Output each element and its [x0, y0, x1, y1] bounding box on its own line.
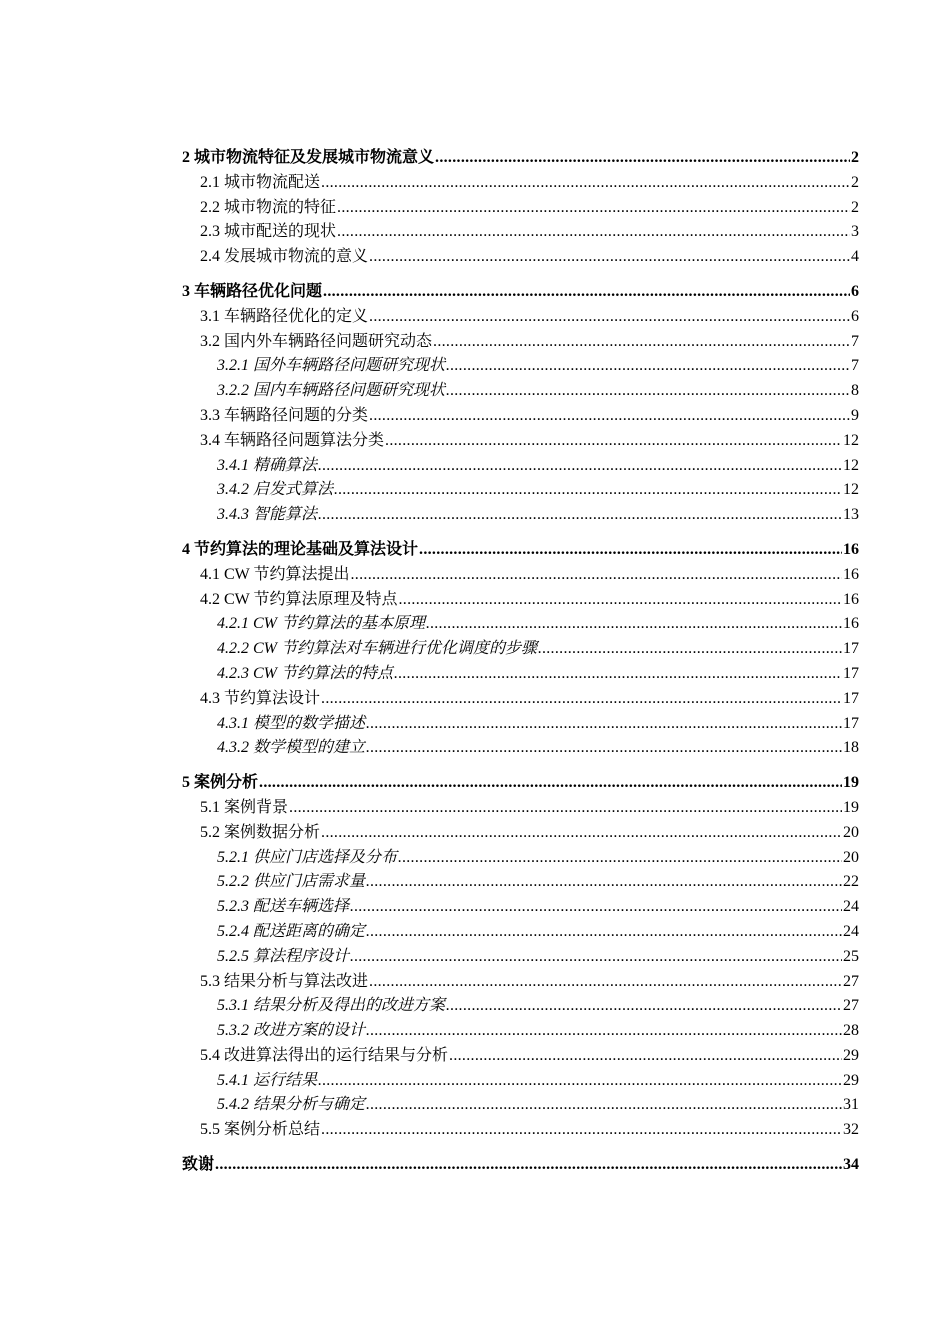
toc-dot-leader	[369, 245, 850, 270]
toc-entry-level-3[interactable]	[182, 736, 859, 761]
toc-entry-title: 5.5 案例分析总结	[200, 1121, 321, 1139]
toc-entry-level-2[interactable]	[182, 404, 859, 429]
toc-dot-leader	[318, 454, 842, 479]
toc-page-number: 2	[851, 198, 859, 216]
toc-entry-level-2[interactable]	[182, 821, 859, 846]
toc-dot-leader	[385, 429, 842, 454]
toc-dot-leader	[435, 146, 850, 171]
toc-dot-leader	[398, 846, 842, 871]
toc-entry-level-1[interactable]	[182, 146, 859, 171]
toc-entry-level-2[interactable]	[182, 588, 859, 613]
toc-dot-leader	[350, 945, 842, 970]
toc-page-number: 31	[843, 1096, 859, 1114]
toc-entry-title: 4.2.1 CW 节约算法的基本原理	[217, 615, 426, 633]
toc-entry-level-3[interactable]	[182, 662, 859, 687]
toc-dot-leader	[350, 895, 842, 920]
toc-entry-level-3[interactable]	[182, 920, 859, 945]
toc-entry-title: 5.4.2 结果分析与确定	[217, 1096, 366, 1114]
toc-dot-leader	[334, 478, 842, 503]
toc-dot-leader	[369, 305, 850, 330]
toc-page-number: 18	[843, 739, 859, 757]
toc-page-number: 7	[851, 357, 859, 375]
toc-entry-level-3[interactable]	[182, 846, 859, 871]
toc-page-number: 20	[843, 823, 859, 841]
toc-page-number: 9	[851, 406, 859, 424]
toc-entry-title: 4 节约算法的理论基础及算法设计	[182, 540, 419, 558]
toc-page-number: 16	[843, 540, 859, 558]
toc-entry-title: 3.4.1 精确算法	[217, 456, 318, 474]
toc-entry-level-3[interactable]	[182, 354, 859, 379]
toc-entry-title: 5.1 案例背景	[200, 798, 289, 816]
toc-entry-level-2[interactable]	[182, 429, 859, 454]
toc-dot-leader	[318, 503, 842, 528]
toc-entry-level-3[interactable]	[182, 870, 859, 895]
toc-page-number: 13	[843, 506, 859, 524]
toc-entry-level-2[interactable]	[182, 330, 859, 355]
toc-dot-leader	[321, 171, 850, 196]
toc-entry-level-2[interactable]	[182, 196, 859, 221]
toc-entry-title: 3.3 车辆路径问题的分类	[200, 406, 369, 424]
toc-entry-level-3[interactable]	[182, 379, 859, 404]
toc-page-number: 12	[843, 481, 859, 499]
toc-entry-title: 4.3.2 数学模型的建立	[217, 739, 366, 757]
toc-page-number: 8	[851, 382, 859, 400]
toc-page-number: 24	[843, 922, 859, 940]
toc-entry-title: 5.3.2 改进方案的设计	[217, 1022, 366, 1040]
toc-dot-leader	[366, 712, 842, 737]
toc-page-number: 7	[851, 332, 859, 350]
toc-entry-title: 5.2.2 供应门店需求量	[217, 873, 366, 891]
toc-entry-title: 4.3.1 模型的数学描述	[217, 714, 366, 732]
toc-page-number: 32	[843, 1121, 859, 1139]
toc-page-number: 6	[851, 307, 859, 325]
toc-dot-leader	[369, 970, 842, 995]
toc-dot-leader	[366, 736, 842, 761]
toc-page-number: 6	[851, 282, 859, 300]
toc-page-number: 29	[843, 1046, 859, 1064]
toc-page-number: 19	[843, 774, 859, 792]
toc-dot-leader	[366, 870, 842, 895]
toc-entry-title: 3.2.1 国外车辆路径问题研究现状	[217, 357, 446, 375]
toc-entry-title: 5.3 结果分析与算法改进	[200, 972, 369, 990]
toc-entry-title: 5.2.1 供应门店选择及分布	[217, 848, 398, 866]
toc-page-number: 34	[843, 1156, 859, 1174]
toc-dot-leader	[449, 1044, 842, 1069]
toc-entry-title: 3.4 车辆路径问题算法分类	[200, 431, 385, 449]
toc-page-number: 25	[843, 947, 859, 965]
toc-entry-level-2[interactable]	[182, 245, 859, 270]
toc-entry-level-3[interactable]	[182, 637, 859, 662]
toc-dot-leader	[318, 1069, 842, 1094]
toc-entry-title: 3 车辆路径优化问题	[182, 282, 323, 300]
toc-dot-leader	[433, 330, 850, 355]
toc-entry-title: 5.2.5 算法程序设计	[217, 947, 350, 965]
toc-entry-level-2[interactable]	[182, 305, 859, 330]
toc-entry-title: 2.1 城市物流配送	[200, 173, 321, 191]
toc-entry-title: 4.3 节约算法设计	[200, 689, 321, 707]
toc-entry-title: 5 案例分析	[182, 774, 259, 792]
toc-dot-leader	[446, 354, 850, 379]
toc-dot-leader	[538, 637, 842, 662]
toc-page-number: 27	[843, 972, 859, 990]
toc-entry-level-1[interactable]	[182, 771, 859, 796]
toc-entry-title: 5.2.3 配送车辆选择	[217, 898, 350, 916]
toc-entry-title: 致谢	[182, 1156, 215, 1174]
toc-dot-leader	[366, 1019, 842, 1044]
toc-dot-leader	[321, 1118, 842, 1143]
toc-entry-level-3[interactable]	[182, 503, 859, 528]
toc-entry-level-3[interactable]	[182, 712, 859, 737]
toc-page-number: 3	[851, 223, 859, 241]
toc-dot-leader	[337, 196, 850, 221]
toc-dot-leader	[323, 280, 850, 305]
table-of-contents	[182, 146, 859, 1178]
toc-page-number: 17	[843, 714, 859, 732]
toc-entry-title: 5.2 案例数据分析	[200, 823, 321, 841]
toc-dot-leader	[321, 687, 842, 712]
toc-entry-title: 2.4 发展城市物流的意义	[200, 248, 369, 266]
toc-page-number: 27	[843, 997, 859, 1015]
toc-entry-level-2[interactable]	[182, 1044, 859, 1069]
toc-entry-title: 5.3.1 结果分析及得出的改进方案	[217, 997, 446, 1015]
toc-entry-level-2[interactable]	[182, 970, 859, 995]
toc-page-number: 29	[843, 1071, 859, 1089]
toc-entry-level-2[interactable]	[182, 171, 859, 196]
toc-page-number: 17	[843, 664, 859, 682]
toc-entry-title: 4.2.3 CW 节约算法的特点	[217, 664, 394, 682]
toc-dot-leader	[394, 662, 842, 687]
toc-dot-leader	[419, 538, 842, 563]
toc-entry-title: 4.2 CW 节约算法原理及特点	[200, 590, 398, 608]
toc-page-number: 4	[851, 248, 859, 266]
toc-page-number: 16	[843, 590, 859, 608]
toc-entry-title: 5.4.1 运行结果	[217, 1071, 318, 1089]
toc-page-number: 28	[843, 1022, 859, 1040]
toc-entry-title: 5.4 改进算法得出的运行结果与分析	[200, 1046, 449, 1064]
toc-dot-leader	[446, 994, 842, 1019]
toc-entry-level-2[interactable]	[182, 687, 859, 712]
toc-entry-title: 2.3 城市配送的现状	[200, 223, 337, 241]
toc-dot-leader	[351, 563, 843, 588]
toc-entry-level-2[interactable]	[182, 796, 859, 821]
toc-dot-leader	[366, 920, 842, 945]
toc-dot-leader	[289, 796, 842, 821]
toc-page-number: 22	[843, 873, 859, 891]
toc-entry-level-3[interactable]	[182, 454, 859, 479]
toc-entry-title: 3.2 国内外车辆路径问题研究动态	[200, 332, 433, 350]
toc-entry-title: 3.4.3 智能算法	[217, 506, 318, 524]
toc-dot-leader	[215, 1153, 842, 1178]
toc-entry-level-2[interactable]	[182, 1118, 859, 1143]
toc-entry-level-3[interactable]	[182, 945, 859, 970]
toc-page-number: 16	[843, 565, 859, 583]
toc-entry-title: 3.2.2 国内车辆路径问题研究现状	[217, 382, 446, 400]
toc-page-number: 2	[851, 173, 859, 191]
toc-entry-level-3[interactable]	[182, 895, 859, 920]
toc-entry-title: 2 城市物流特征及发展城市物流意义	[182, 149, 435, 166]
toc-dot-leader	[321, 821, 842, 846]
toc-entry-title: 4.2.2 CW 节约算法对车辆进行优化调度的步骤	[217, 640, 538, 658]
toc-dot-leader	[259, 771, 842, 796]
toc-dot-leader	[366, 1093, 842, 1118]
toc-page-number: 20	[843, 848, 859, 866]
toc-page-number: 19	[843, 798, 859, 816]
toc-dot-leader	[337, 220, 850, 245]
toc-entry-level-3[interactable]	[182, 1069, 859, 1094]
toc-dot-leader	[399, 588, 843, 613]
toc-entry-level-1[interactable]	[182, 280, 859, 305]
toc-page-number: 24	[843, 898, 859, 916]
toc-entry-title: 4.1 CW 节约算法提出	[200, 565, 350, 583]
toc-entry-level-1[interactable]	[182, 538, 859, 563]
toc-entry-level-3[interactable]	[182, 1019, 859, 1044]
toc-page-number: 2	[851, 149, 859, 166]
toc-entry-level-2[interactable]	[182, 220, 859, 245]
toc-page-number: 17	[843, 640, 859, 658]
toc-page-number: 16	[843, 615, 859, 633]
toc-page-number: 17	[843, 689, 859, 707]
toc-entry-title: 3.1 车辆路径优化的定义	[200, 307, 369, 325]
toc-entry-level-3[interactable]	[182, 478, 859, 503]
toc-entry-level-1[interactable]	[182, 1153, 859, 1178]
toc-dot-leader	[446, 379, 850, 404]
toc-entry-title: 3.4.2 启发式算法	[217, 481, 334, 499]
toc-dot-leader	[426, 612, 842, 637]
toc-dot-leader	[369, 404, 850, 429]
toc-entry-title: 2.2 城市物流的特征	[200, 198, 337, 216]
toc-entry-level-2[interactable]	[182, 563, 859, 588]
toc-page-number: 12	[843, 456, 859, 474]
toc-entry-title: 5.2.4 配送距离的确定	[217, 922, 366, 940]
toc-entry-level-3[interactable]	[182, 1093, 859, 1118]
toc-page-number: 12	[843, 431, 859, 449]
toc-entry-level-3[interactable]	[182, 994, 859, 1019]
toc-entry-level-3[interactable]	[182, 612, 859, 637]
